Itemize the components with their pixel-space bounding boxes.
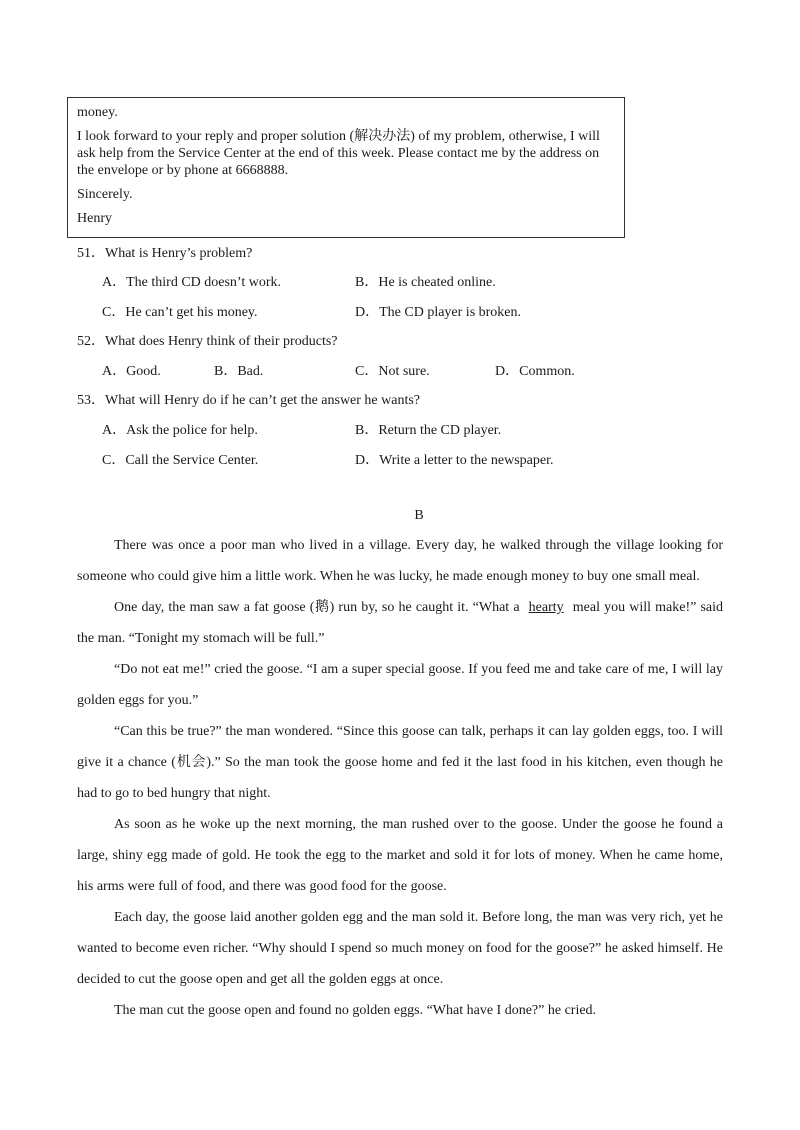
answer-option[interactable]: D．The CD player is broken. bbox=[355, 305, 522, 320]
answer-option[interactable]: C．Call the Service Center. bbox=[102, 453, 259, 468]
answer-option[interactable]: C．He can’t get his money. bbox=[102, 305, 258, 320]
passage-paragraph: One day, the man saw a fat goose (鹅) run by, so he caught it. “What a hearty meal you will make!” said the man. “Tonight my stomach will be full.” bbox=[77, 600, 724, 646]
passage-paragraph: Each day, the goose laid another golden egg and the man sold it. Before long, the man was very rich, yet he wanted to become even richer. “Why should I spend so much money on food for the goose?” he asked himself. He decided to cut the goose open and get all the golden eggs at once. bbox=[77, 910, 723, 987]
answer-option[interactable]: C．Not sure. bbox=[355, 364, 430, 379]
answer-option[interactable]: A．Ask the police for help. bbox=[102, 423, 258, 438]
passage-paragraph: As soon as he woke up the next morning, the man rushed over to the goose. Under the goose he found a large, shiny egg made of gold. He took the egg to the market and sold it for lots of money. When he came home, his arms were full of food, and there was good food for the goose. bbox=[77, 817, 723, 894]
answer-option[interactable]: B．He is cheated online. bbox=[355, 275, 496, 290]
passage-paragraph: There was once a poor man who lived in a village. Every day, he walked through the village looking for someone who could give him a little work. When he was lucky, he made enough money to buy one small meal. bbox=[77, 538, 723, 584]
letter-line: I look forward to your reply and proper solution (解决办法) of my problem, otherwise, I will ask help from the Service Center at the end of this week. Please contact me by the address on the envelope or by phone at 6668888. bbox=[77, 129, 600, 178]
letter-signature: Henry bbox=[77, 211, 112, 226]
answer-option[interactable]: A．The third CD doesn’t work. bbox=[102, 275, 281, 290]
section-title: B bbox=[414, 508, 424, 523]
passage-paragraph: “Can this be true?” the man wondered. “Since this goose can talk, perhaps it can lay golden eggs, too. I will give it a chance (机会).” So the man took the goose home and fed it the last food in his kitchen, even though he had to go to bed hungry that night. bbox=[77, 724, 723, 801]
answer-option[interactable]: D．Common. bbox=[495, 364, 575, 379]
answer-option[interactable]: D．Write a letter to the newspaper. bbox=[355, 453, 554, 468]
passage bbox=[77, 530, 723, 1026]
letter-line: money. bbox=[77, 105, 118, 120]
answer-option[interactable]: B．Return the CD player. bbox=[355, 423, 502, 438]
answer-option[interactable]: B．Bad. bbox=[214, 364, 264, 379]
letter-box bbox=[67, 97, 625, 238]
answer-option[interactable]: A．Good. bbox=[102, 364, 161, 379]
question-stem: 52．What does Henry think of their products? bbox=[77, 334, 338, 349]
passage-paragraph: “Do not eat me!” cried the goose. “I am a super special goose. If you feed me and take care of me, I will lay golden eggs for you.” bbox=[77, 662, 723, 708]
question-stem: 51．What is Henry’s problem? bbox=[77, 246, 253, 261]
passage-paragraph: The man cut the goose open and found no golden eggs. “What have I done?” he cried. bbox=[114, 1003, 597, 1018]
question-stem: 53．What will Henry do if he can’t get the answer he wants? bbox=[77, 393, 421, 408]
underlined-word: hearty bbox=[528, 600, 564, 615]
letter-closing: Sincerely. bbox=[77, 187, 133, 202]
